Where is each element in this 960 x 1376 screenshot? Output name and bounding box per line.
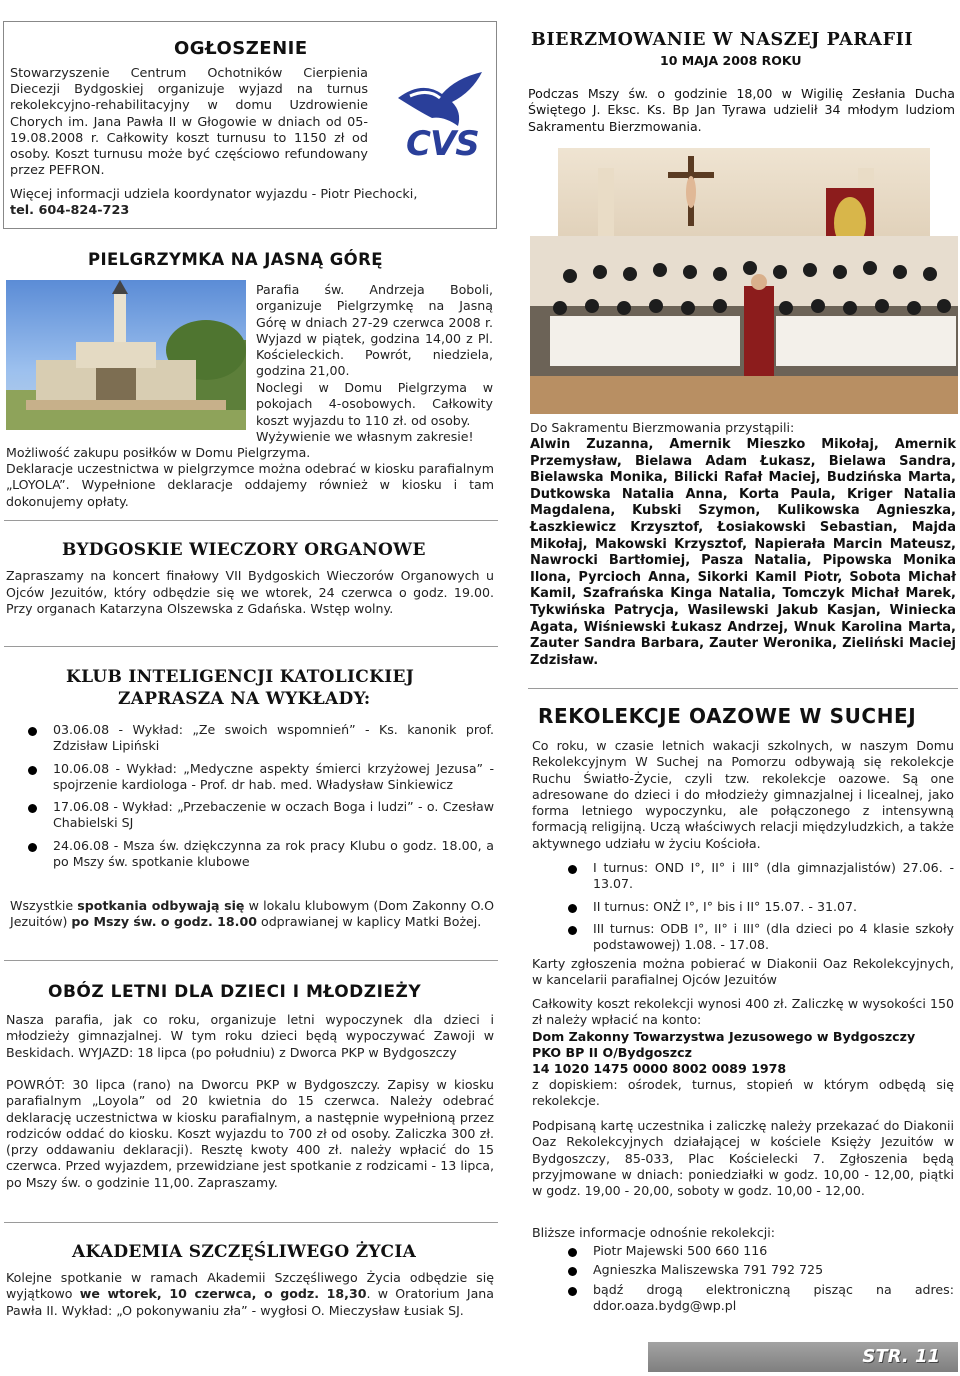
ogloszenie-title: OGŁOSZENIE xyxy=(174,38,308,59)
wieczory-title: BYDGOSKIE WIECZORY ORGANOWE xyxy=(62,540,426,560)
rekolekcje-text5: Podpisaną kartę uczestnika i zaliczkę należy przekazać do Diakonii Oaz Rekolekcyjnych działającej w kościele Księży Jezuitów w Bydgoszczy, 85-033, Plac Kościelecki 7. Zgłoszenia będą przyjmowane w dniach: poniedziałki w godz. 10,00 - 12,00, piątki w godz. 19,00 - 20,00, soboty w godz. 10,00 - 12,00. xyxy=(532,1118,954,1199)
list-item: bądź drogą elektroniczną pisząc na adres: ddor.oaza.bydg@wp.pl xyxy=(558,1282,954,1315)
list-item: Piotr Majewski 500 660 116 xyxy=(558,1243,954,1259)
bierzmowanie-list-intro: Do Sakramentu Bierzmowania przystąpili: xyxy=(530,420,795,435)
rekolekcje-contact-list xyxy=(558,1243,954,1314)
pielgrzymka-text1: Parafia św. Andrzeja Boboli, organizuje Pielgrzymkę na Jasną Górę w dniach 27-29 czerwca 2008 r. Wyjazd w piątek, godzina 14,00 z Pl. Kościeleckich. Powrót, niedziela, godzina 21,00. xyxy=(256,282,493,379)
divider xyxy=(4,520,498,521)
list-item: III turnus: ODB I°, II° i III° (dla dzieci po 4 klasie szkoły podstawowej) 1.08. - 17.08. xyxy=(558,921,954,954)
klub-note: Wszystkie spotkania odbywają się w lokalu klubowym (Dom Zakonny O.O Jezuitów) po Mszy św. o godz. 18.00 odprawianej w kaplicy Matki Bożej. xyxy=(10,898,494,930)
oboz-text2: POWRÓT: 30 lipca (rano) na Dworcu PKP w Bydgoszczy. Zapisy w kiosku parafialnym „Loyola” od 20 kwietnia do 15 czerwca. Należy odebrać deklarację uczestnictwa w kiosku parafialnym, a następnie wypełnioną przez rodziców oddać do kiosku. Koszt wyjazdu to 700 zł od osoby. Zaliczka 300 zł. (przy oddawaniu deklaracji). Resztę kwoty 400 zł. należy wpłacić do 15 czerwca. Przed wyjazdem, przewidziane jest spotkanie z rodzicami - 13 lipca, po Mszy św. o godzinie 11,00. Zapraszamy. xyxy=(6,1077,494,1190)
divider xyxy=(528,688,958,689)
list-item: II turnus: ONŻ I°, I° bis i II° 15.07. - 31.07. xyxy=(558,899,954,915)
rekolekcje-text4: z dopiskiem: ośrodek, turnus, stopień w którym odbędą się rekolekcje. xyxy=(532,1077,954,1109)
page-number: STR. 11 xyxy=(862,1346,940,1367)
akademia-text: Kolejne spotkanie w ramach Akademii Szczęśliwego Życia odbędzie się wyjątkowo we wtorek, 10 czerwca, o godz. 18,30. w Oratorium Jana Pawła II. Wykład: „O pokonywaniu zła” - wygłosi O. Mieczysław Łusiak SJ. xyxy=(6,1270,494,1318)
divider xyxy=(4,960,498,961)
ogloszenie-text: Stowarzyszenie Centrum Ochotników Cierpienia Diecezji Bydgoskiej organizuje wyjazd na turnus rekolekcyjno-rehabilitacyjny w domu Uzdrowienie Chorych im. Jana Pawła II w Głogowie w dniach od 05-19.08.2008 r. Całkowity koszt turnusu to 1150 zł od osoby. Koszt turnusu może być częściowo refundowany przez PEFRON. xyxy=(10,66,368,179)
rekolekcje-bank-name: Dom Zakonny Towarzystwa Jezusowego w Bydgoszczy xyxy=(532,1029,916,1044)
pielgrzymka-text5: Deklaracje uczestnictwa w pielgrzymce można odebrać w kiosku parafialnym „LOYOLA”. Wypełnione deklaracje oddajemy również w kiosku i tam dokonujemy opłaty. xyxy=(6,461,494,509)
rekolekcje-contact-intro: Bliższe informacje odnośnie rekolekcji: xyxy=(532,1225,775,1240)
pielgrzymka-text2: Noclegi w Domu Pielgrzyma w pokojach 4-osobowych. Całkowity koszt wyjazdu to 110 zł. od osoby. xyxy=(256,380,493,428)
divider xyxy=(4,1222,498,1223)
rekolekcje-account: 14 1020 1475 0000 8002 0089 1978 xyxy=(532,1061,787,1076)
rekolekcje-text3: Całkowity koszt rekolekcji wynosi 400 zł. Zaliczkę w wysokości 150 zł należy wpłacić na konto: xyxy=(532,996,954,1028)
rekolekcje-turnus-list xyxy=(558,860,954,953)
cvs-logo xyxy=(392,68,488,164)
klub-title-line2: ZAPRASZA NA WYKŁADY: xyxy=(118,689,371,709)
ogloszenie-info: Więcej informacji udziela koordynator wyjazdu - Piotr Piechocki, xyxy=(10,187,418,202)
jasna-gora-photo xyxy=(6,280,246,430)
pielgrzymka-text3: Wyżywienie we własnym zakresie! xyxy=(256,429,474,444)
list-item: I turnus: OND I°, II° i III° (dla gimnazjalistów) 27.06. - 13.07. xyxy=(558,860,954,893)
rekolekcje-title: REKOLEKCJE OAZOWE W SUCHEJ xyxy=(538,704,917,728)
wieczory-text: Zapraszamy na koncert finałowy VII Bydgoskich Wieczorów Organowych u Ojców Jezuitów, który odbędzie się we wtorek, 24 czerwca o godz. 19.00. Przy organach Katarzyna Olszewska z Gdańska. Wstęp wolny. xyxy=(6,568,494,616)
rekolekcje-text1: Co roku, w czasie letnich wakacji szkolnych, w naszym Domu Rekolekcyjnym W Suchej na Pomorzu odbywają się rekolekcje Ruchu Światło-Życie, czyli tzw. rekolekcje oazowe. Są one adresowane do dzieci i do młodzieży gimnazjalnej i licealnej, jako forma letniego wypoczynku, ale połączonego z intensywną formacją religijną. Uczą właściwych relacji międzyludzkich, a także aktywnego udziału w życiu Kościoła. xyxy=(532,738,954,851)
pielgrzymka-text4: Możliwość zakupu posiłków w Domu Pielgrzyma. xyxy=(6,445,311,460)
list-item: 17.06.08 - Wykład: „Przebaczenie w oczach Boga i ludzi” - o. Czesław Chabielski SJ xyxy=(18,799,494,832)
klub-title-line1: KLUB INTELIGENCJI KATOLICKIEJ xyxy=(66,667,415,687)
oboz-text1: Nasza parafia, jak co roku, organizuje letni wypoczynek dla dzieci i młodzieży gimnazjalnej. W tym roku dzieci będą wypoczywać Zawoji w Beskidach. WYJAZD: 18 lipca (po południu) z Dworca PKP w Bydgoszczy xyxy=(6,1012,494,1060)
confirmation-group-photo xyxy=(530,236,958,414)
rekolekcje-bank: PKO BP II O/Bydgoszcz xyxy=(532,1045,692,1060)
pielgrzymka-title: PIELGRZYMKA NA JASNĄ GÓRĘ xyxy=(88,250,383,269)
bierzmowanie-names: Alwin Zuzanna, Amernik Mieszko Mikołaj, Amernik Przemysław, Bielawa Adam Łukasz, Bielawa Sandra, Bielawska Monika, Bilicki Rafał Maciej, Budzińska Marta, Dutkowska Natalia Anna, Korta Paula, Kriger Natalia Magdalena, Kubski Szymon, Kulikowska Agnieszka, Łaszkiewicz Krzysztof, Łosiakowski Sebastian, Majda Mikołaj, Makowski Krzysztof, Napierała Marcin Mateusz, Nawrocki Bartłomiej, Pasza Natalia, Pipowska Monika Ilona, Pyrcioch Anna, Sikorki Kamil Piotr, Sobota Michał Kamil, Szafrańska Kinga Natalia, Tomczyk Michał Marek, Tykwińska Patrycja, Wasilewski Jakub Kasjan, Winiecka Agata, Wiśniewski Łukasz Andrzej, Wnuk Karolina Marta, Zauter Sandra Barbara, Zauter Weronika, Zieliński Maciej Zdzisław. xyxy=(530,437,956,668)
oboz-title: OBÓZ LETNI DLA DZIECI I MŁODZIEŻY xyxy=(48,982,422,1002)
ogloszenie-box xyxy=(3,21,497,229)
ogloszenie-phone: tel. 604-824-723 xyxy=(10,203,130,218)
klub-lecture-list xyxy=(18,722,494,870)
akademia-title: AKADEMIA SZCZĘŚLIWEGO ŻYCIA xyxy=(72,1242,417,1262)
list-item: Agnieszka Maliszewska 791 792 725 xyxy=(558,1262,954,1278)
page-footer-bar xyxy=(648,1342,958,1372)
bierzmowanie-date: 10 MAJA 2008 ROKU xyxy=(660,53,802,68)
list-item: 03.06.08 - Wykład: „Ze swoich wspomnień” - Ks. kanonik prof. Zdzisław Lipiński xyxy=(18,722,494,755)
bierzmowanie-title: BIERZMOWANIE W NASZEJ PARAFII xyxy=(531,30,914,50)
divider xyxy=(4,646,498,647)
rekolekcje-text2: Karty zgłoszenia można pobierać w Diakonii Oaz Rekolekcyjnych, w kancelarii parafialnej Ojców Jezuitów xyxy=(532,956,954,988)
list-item: 10.06.08 - Wykład: „Medyczne aspekty śmierci krzyżowej Jezusa” - spojrzenie kardiologa - Prof. dr hab. med. Władysław Sinkiewicz xyxy=(18,761,494,794)
bierzmowanie-text: Podczas Mszy św. o godzinie 18,00 w Wigilię Zesłania Ducha Świętego J. Eksc. Ks. Bp Jan Tyrawa udzielił 34 młodym ludziom Sakramentu Bierzmowania. xyxy=(528,86,955,134)
list-item: 24.06.08 - Msza św. dziękczynna za rok pracy Klubu o godz. 18.00, a po Mszy św. spotkanie klubowe xyxy=(18,838,494,871)
cvs-logo-text: CVS xyxy=(406,124,479,164)
